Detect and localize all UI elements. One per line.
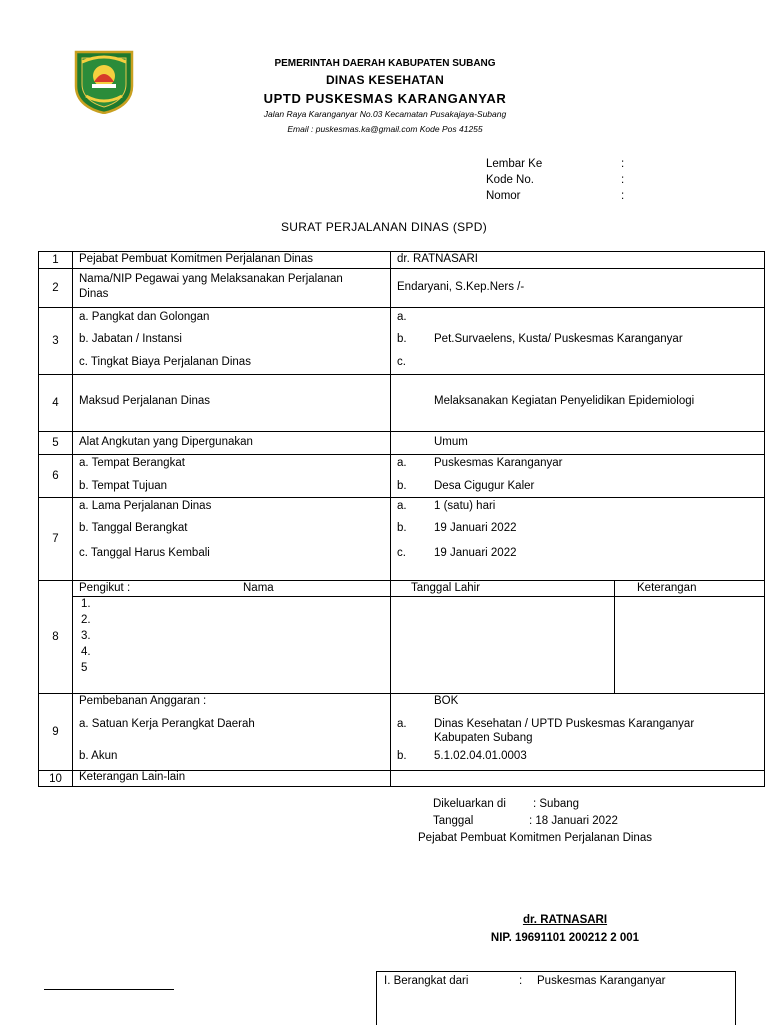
row-label: Pejabat Pembuat Komitmen Perjalanan Dinas bbox=[79, 253, 313, 265]
value-marker-a: a. bbox=[397, 457, 407, 469]
row-number: 9 bbox=[39, 694, 73, 771]
berangkat-label: I. Berangkat dari bbox=[384, 975, 469, 987]
subang-regency-seal-icon bbox=[72, 48, 136, 114]
list-item: 4. bbox=[81, 646, 91, 658]
spd-table bbox=[38, 251, 765, 787]
value-marker-b: b. bbox=[397, 522, 407, 534]
row-value-a: 1 (satu) hari bbox=[434, 500, 496, 512]
letterhead-address: Jalan Raya Karanganyar No.03 Kecamatan Pusakajaya-Subang bbox=[263, 109, 507, 119]
row-label-a: a. Lama Perjalanan Dinas bbox=[79, 500, 212, 512]
row-value: Melaksanakan Kegiatan Penyelidikan Epidemiologi bbox=[434, 395, 695, 407]
lembar-colon: : bbox=[621, 158, 625, 170]
letterhead-department: DINAS KESEHATAN bbox=[325, 73, 445, 87]
row-label-b: b. Akun bbox=[79, 750, 118, 762]
table-row bbox=[39, 498, 765, 581]
row-value-top: BOK bbox=[434, 695, 459, 707]
row-value-b: 5.1.02.04.01.0003 bbox=[434, 750, 527, 762]
row-value-b: Desa Cigugur Kaler bbox=[434, 480, 535, 492]
letterhead-institution: UPTD PUSKESMAS KARANGANYAR bbox=[263, 91, 507, 106]
table-row bbox=[39, 581, 765, 694]
row-label: Keterangan Lain-lain bbox=[79, 771, 186, 783]
row-number: 1 bbox=[39, 252, 73, 269]
row-label: Maksud Perjalanan Dinas bbox=[79, 395, 211, 407]
row-value-a-cont: Kabupaten Subang bbox=[434, 732, 533, 744]
pengikut-label: Pengikut : bbox=[79, 582, 131, 594]
value-marker-a: a. bbox=[397, 718, 407, 730]
row-value-b: Pet.Survaelens, Kusta/ Puskesmas Karanganyar bbox=[434, 333, 683, 345]
row-label-a: a. Pangkat dan Golongan bbox=[79, 311, 210, 323]
value-marker-a: a. bbox=[397, 311, 407, 323]
row-label: Pembebanan Anggaran : bbox=[79, 695, 207, 707]
row-label-a: a. Satuan Kerja Perangkat Daerah bbox=[79, 718, 255, 730]
row-label-cont: Dinas bbox=[79, 288, 109, 300]
value-marker-b: b. bbox=[397, 480, 407, 492]
table-row bbox=[39, 771, 765, 787]
value-marker-c: c. bbox=[397, 547, 406, 559]
row-label-b: b. Jabatan / Instansi bbox=[79, 333, 182, 345]
row-label: Nama/NIP Pegawai yang Melaksanakan Perjalanan bbox=[79, 273, 343, 285]
table-row bbox=[39, 432, 765, 455]
letterhead-contact: Email : puskesmas.ka@gmail.com Kode Pos 41255 bbox=[287, 124, 483, 134]
kode-label: Kode No. bbox=[486, 174, 534, 186]
tanggal-lahir-header: Tanggal Lahir bbox=[411, 582, 481, 594]
signer-position: Pejabat Pembuat Komitmen Perjalanan Dinas bbox=[418, 832, 652, 844]
row-value-a: Dinas Kesehatan / UPTD Puskesmas Karanganyar bbox=[434, 718, 695, 730]
row-value-b: 19 Januari 2022 bbox=[434, 522, 517, 534]
table-row bbox=[39, 252, 765, 269]
value-marker-b: b. bbox=[397, 333, 407, 345]
row-value: dr. RATNASARI bbox=[397, 253, 478, 265]
table-row bbox=[39, 455, 765, 498]
signer-nip: NIP. 19691101 200212 2 001 bbox=[490, 932, 640, 944]
value-marker-b: b. bbox=[397, 750, 407, 762]
row-number: 5 bbox=[39, 432, 73, 455]
row-value: Umum bbox=[434, 436, 468, 448]
row-label-c: c. Tanggal Harus Kembali bbox=[79, 547, 210, 559]
table-row bbox=[39, 308, 765, 375]
signer-name: dr. RATNASARI bbox=[522, 914, 608, 926]
table-row bbox=[39, 375, 765, 432]
nomor-label: Nomor bbox=[486, 190, 521, 202]
row-number: 8 bbox=[39, 581, 73, 694]
row-value-c: 19 Januari 2022 bbox=[434, 547, 517, 559]
divider bbox=[44, 989, 174, 990]
list-item: 3. bbox=[81, 630, 91, 642]
next-section-box bbox=[376, 971, 736, 1025]
list-item: 2. bbox=[81, 614, 91, 626]
letterhead-government: PEMERINTAH DAERAH KABUPATEN SUBANG bbox=[274, 58, 496, 69]
value-marker-a: a. bbox=[397, 500, 407, 512]
row-number: 6 bbox=[39, 455, 73, 498]
value-marker-c: c. bbox=[397, 356, 406, 368]
dikeluarkan-value: : Subang bbox=[533, 798, 580, 810]
tanggal-value: : 18 Januari 2022 bbox=[529, 815, 618, 827]
row-value-a: Puskesmas Karanganyar bbox=[434, 457, 563, 469]
table-row bbox=[39, 269, 765, 308]
row-number: 3 bbox=[39, 308, 73, 375]
table-row bbox=[39, 694, 765, 771]
list-item: 5 bbox=[81, 662, 88, 674]
nomor-colon: : bbox=[621, 190, 625, 202]
lembar-label: Lembar Ke bbox=[486, 158, 543, 170]
row-label-b: b. Tempat Tujuan bbox=[79, 480, 168, 492]
nama-header: Nama bbox=[243, 582, 274, 594]
dikeluarkan-label: Dikeluarkan di bbox=[433, 798, 506, 810]
row-number: 2 bbox=[39, 269, 73, 308]
keterangan-header: Keterangan bbox=[637, 582, 697, 594]
document-title: SURAT PERJALANAN DINAS (SPD) bbox=[281, 220, 487, 234]
row-number: 7 bbox=[39, 498, 73, 581]
row-label: Alat Angkutan yang Dipergunakan bbox=[79, 436, 253, 448]
tanggal-label: Tanggal bbox=[433, 815, 474, 827]
row-number: 10 bbox=[39, 771, 73, 787]
kode-colon: : bbox=[621, 174, 625, 186]
berangkat-value: Puskesmas Karanganyar bbox=[537, 975, 666, 987]
row-value: Endaryani, S.Kep.Ners /- bbox=[397, 281, 525, 293]
row-label-c: c. Tingkat Biaya Perjalanan Dinas bbox=[79, 356, 251, 368]
row-number: 4 bbox=[39, 375, 73, 432]
row-label-b: b. Tanggal Berangkat bbox=[79, 522, 188, 534]
berangkat-colon: : bbox=[519, 975, 523, 987]
row-label-a: a. Tempat Berangkat bbox=[79, 457, 185, 469]
list-item: 1. bbox=[81, 598, 91, 610]
